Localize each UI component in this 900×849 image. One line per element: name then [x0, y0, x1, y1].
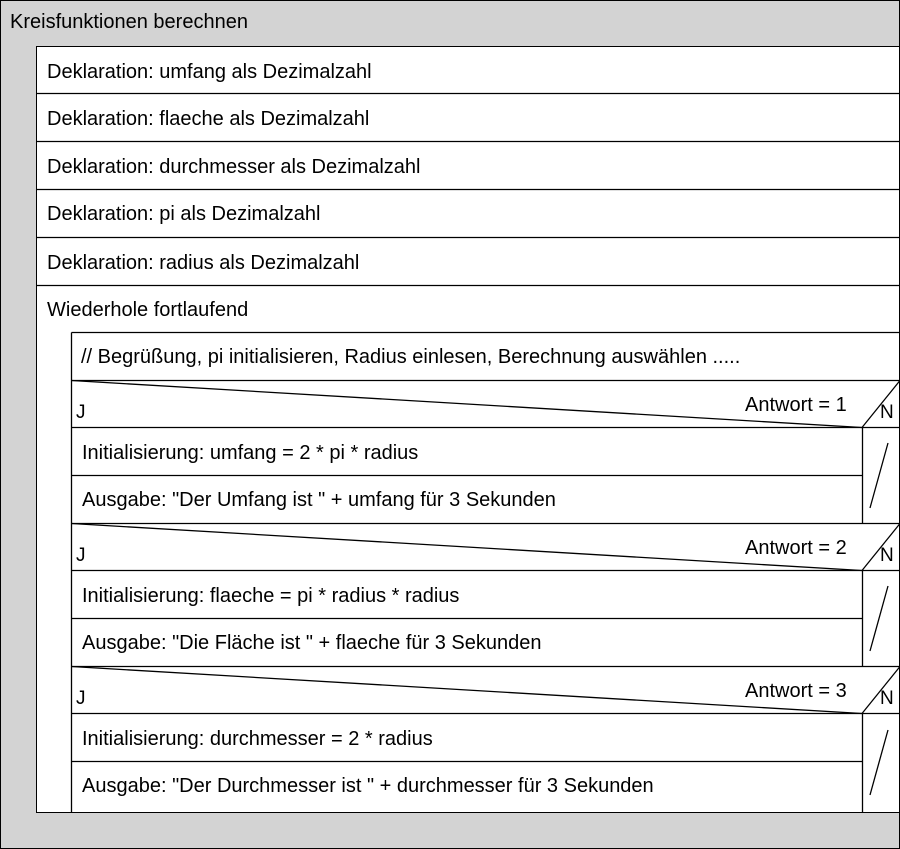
- condition-3-diagonal: [72, 667, 863, 714]
- condition-1-label: Antwort = 1: [745, 394, 847, 416]
- declaration-umfang: Deklaration: umfang als Dezimalzahl: [47, 61, 372, 83]
- statement-flaeche-output: Ausgabe: "Die Fläche ist " + flaeche für 3 Sekunden: [82, 632, 542, 654]
- condition-3-empty-branch: [870, 730, 888, 795]
- no-label-3: N: [880, 688, 894, 709]
- condition-2-label: Antwort = 2: [745, 537, 847, 559]
- no-label-2: N: [880, 545, 894, 566]
- condition-1-empty-branch: [870, 443, 888, 508]
- yes-label-1: J: [76, 402, 86, 423]
- condition-1-diagonal: [72, 381, 863, 428]
- condition-2-diagonal-right: [862, 524, 900, 571]
- yes-label-3: J: [76, 688, 86, 709]
- loop-label: Wiederhole fortlaufend: [47, 299, 249, 321]
- declaration-pi: Deklaration: pi als Dezimalzahl: [47, 203, 321, 225]
- declaration-flaeche: Deklaration: flaeche als Dezimalzahl: [47, 108, 370, 130]
- statement-flaeche-init: Initialisierung: flaeche = pi * radius * radius: [82, 585, 460, 607]
- no-label-1: N: [880, 402, 894, 423]
- statement-umfang-output: Ausgabe: "Der Umfang ist " + umfang für 3 Sekunden: [82, 489, 556, 511]
- condition-1-diagonal-right: [862, 381, 900, 428]
- declaration-durchmesser: Deklaration: durchmesser als Dezimalzahl: [47, 156, 421, 178]
- condition-2-empty-branch: [870, 586, 888, 651]
- condition-2-diagonal: [72, 524, 863, 571]
- condition-3-diagonal-right: [862, 667, 900, 714]
- structogram-title: Kreisfunktionen berechnen: [10, 11, 248, 33]
- statement-durchmesser-init: Initialisierung: durchmesser = 2 * radius: [82, 728, 433, 750]
- yes-label-2: J: [76, 545, 86, 566]
- condition-3-label: Antwort = 3: [745, 680, 847, 702]
- declaration-radius: Deklaration: radius als Dezimalzahl: [47, 252, 360, 274]
- comment-statement: // Begrüßung, pi initialisieren, Radius einlesen, Berechnung auswählen .....: [81, 346, 741, 368]
- statement-durchmesser-output: Ausgabe: "Der Durchmesser ist " + durchmesser für 3 Sekunden: [82, 775, 654, 797]
- statement-umfang-init: Initialisierung: umfang = 2 * pi * radius: [82, 442, 419, 464]
